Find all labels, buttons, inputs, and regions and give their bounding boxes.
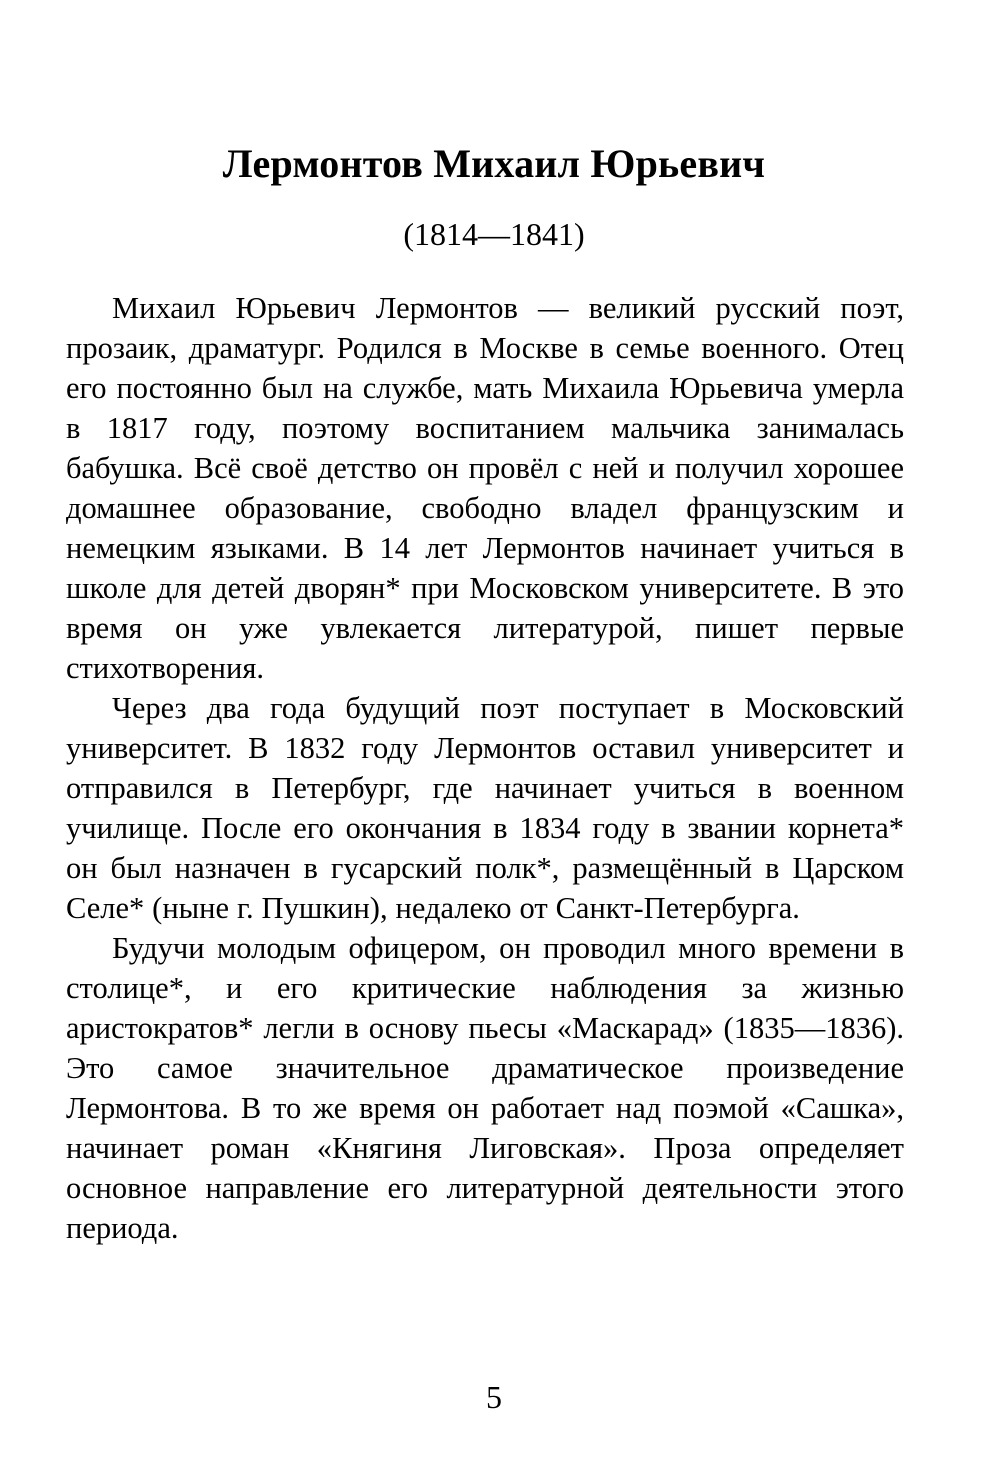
page-number: 5 xyxy=(486,1379,502,1415)
heading-block xyxy=(0,140,988,254)
paragraph-3: Будучи молодым офицером, он проводил много времени в столице*, и его критические наблюдения за жизнью аристократов* легли в основу пьесы «Маскарад» (1835—1836). Это самое значительное драматическое произведение Лермонтова. В то же время он работает над поэмой «Сашка», начинает роман «Княгиня Лиговская». Проза определяет основное направление его литературной деятельности этого периода. xyxy=(66,931,904,1245)
body-text xyxy=(66,288,904,1248)
page-title: Лермонтов Михаил Юрьевич xyxy=(222,141,766,186)
paragraph-2: Через два года будущий поэт поступает в Московский университет. В 1832 году Лермонтов оставил университет и отправился в Петербург, где начинает учиться в военном училище. После его окончания в 1834 году в звании корнета* он был назначен в гусарский полк*, размещённый в Царском Селе* (ныне г. Пушкин), недалеко от Санкт-Петербурга. xyxy=(66,691,904,925)
paragraph-1: Михаил Юрьевич Лермонтов — великий русский поэт, прозаик, драматург. Родился в Москве в семье военного. Отец его постоянно был на службе, мать Михаила Юрьевича умерла в 1817 году, поэтому воспитанием мальчика занималась бабушка. Всё своё детство он провёл с ней и получил хорошее домашнее образование, свободно владел французским и немецким языками. В 14 лет Лермонтов начинает учиться в школе для детей дворян* при Московском университете. В это время он уже увлекается литературой, пишет первые стихотворения. xyxy=(66,291,904,685)
author-life-dates: (1814—1841) xyxy=(403,216,585,253)
